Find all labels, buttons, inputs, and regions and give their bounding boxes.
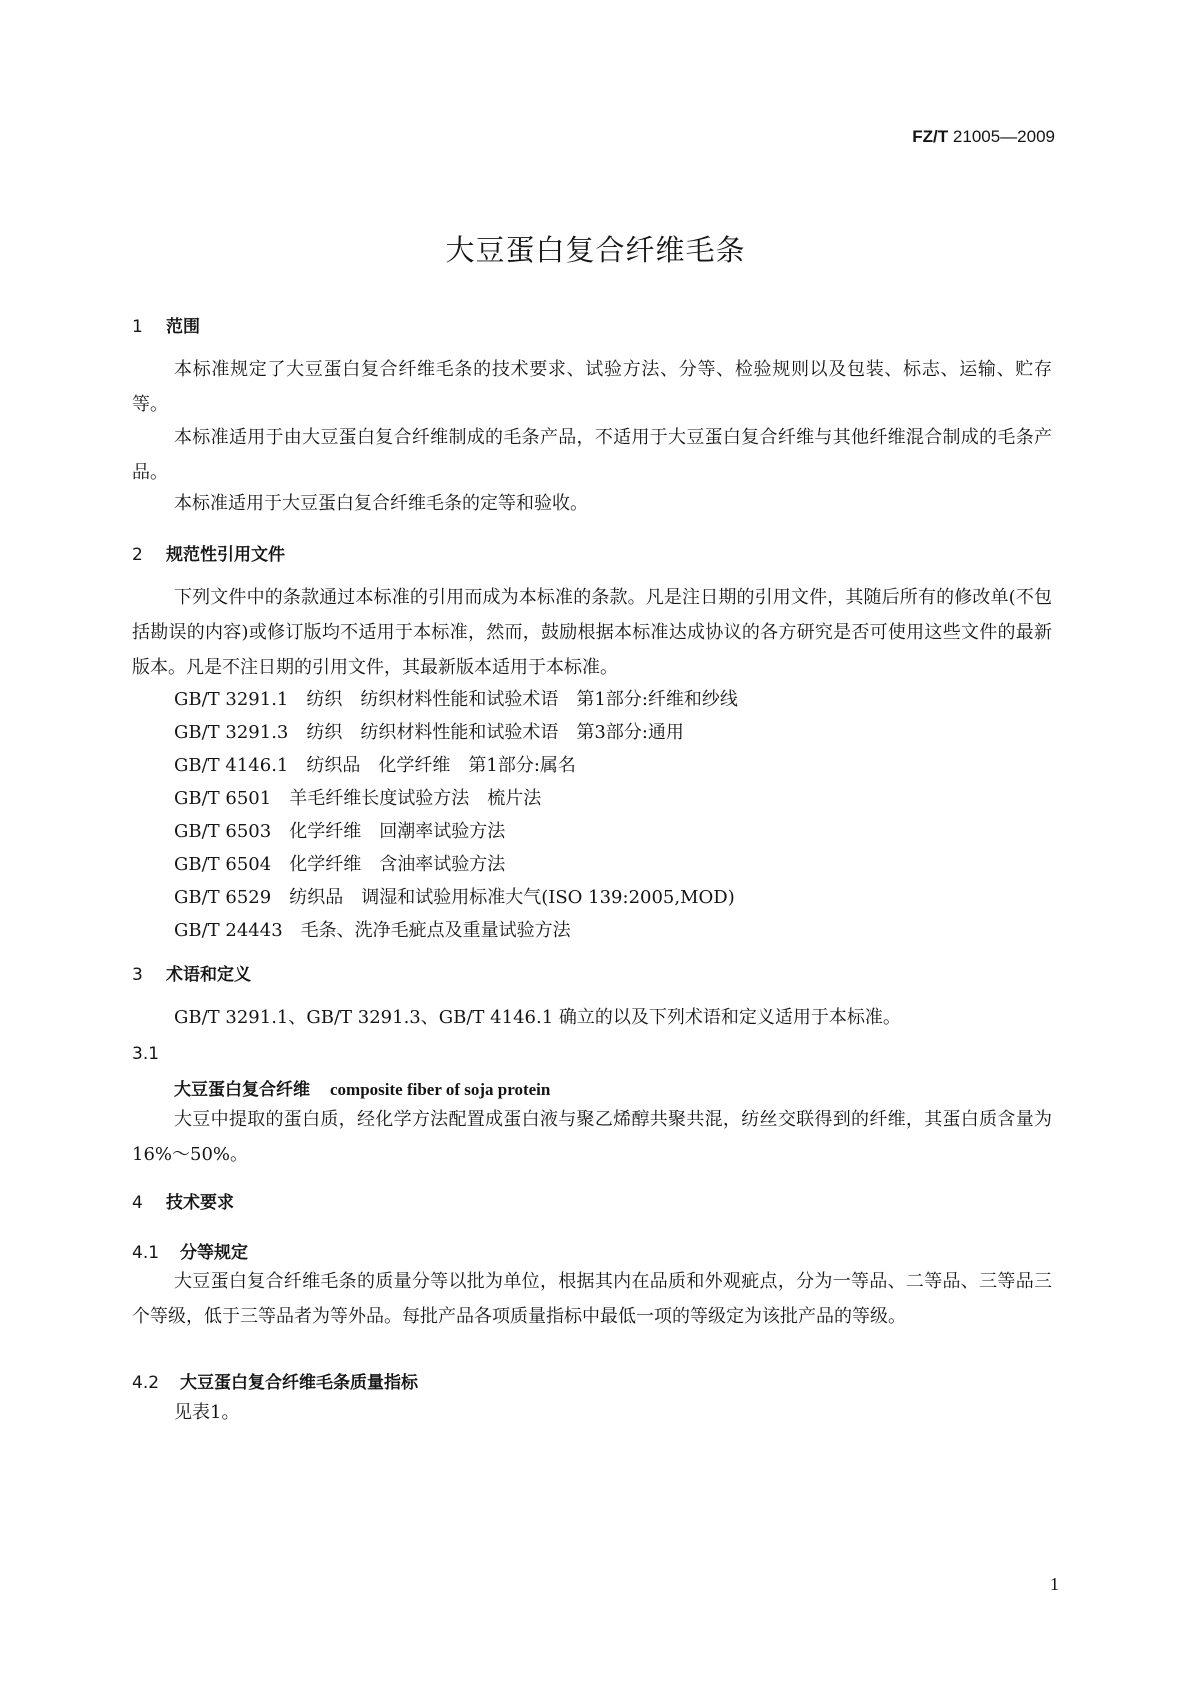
subsection-3-1-number: 3.1 (132, 1044, 160, 1064)
normative-reference: GB/T 24443 毛条、洗净毛疵点及重量试验方法 (174, 920, 571, 941)
subsection-4-1-heading: 4.1 分等规定 (132, 1243, 248, 1263)
standard-code-prefix: FZ/T (912, 127, 949, 146)
normative-reference: GB/T 3291.1 纺织 纺织材料性能和试验术语 第1部分:纤维和纱线 (174, 689, 738, 710)
section-1-paragraph-3: 本标准适用于大豆蛋白复合纤维毛条的定等和验收。 (174, 493, 588, 514)
normative-reference: GB/T 6501 羊毛纤维长度试验方法 梳片法 (174, 788, 542, 809)
term-entry (174, 1075, 550, 1100)
standard-code-number: 21005—2009 (952, 127, 1055, 146)
document-title: 大豆蛋白复合纤维毛条 (445, 233, 746, 267)
standard-code (912, 127, 1055, 147)
term-english: composite fiber of soja protein (330, 1080, 551, 1099)
normative-reference: GB/T 4146.1 纺织品 化学纤维 第1部分:属名 (174, 755, 576, 776)
normative-reference: GB/T 6529 纺织品 调湿和试验用标准大气(ISO 139:2005,MOD) (174, 887, 735, 908)
section-2-heading: 2 规范性引用文件 (132, 545, 285, 565)
normative-reference: GB/T 6503 化学纤维 回潮率试验方法 (174, 821, 506, 842)
subsection-4-2-paragraph: 见表1。 (174, 1402, 240, 1423)
section-1-paragraph-1: 本标准规定了大豆蛋白复合纤维毛条的技术要求、试验方法、分等、检验规则以及包装、标志、运输、贮存等。 (132, 359, 1052, 415)
term-chinese: 大豆蛋白复合纤维 (174, 1080, 310, 1100)
term-definition: 大豆中提取的蛋白质，经化学方法配置成蛋白液与聚乙烯醇共聚共混，纺丝交联得到的纤维，其蛋白质含量为16%～50%。 (132, 1109, 1052, 1165)
page-number: 1 (1050, 1574, 1059, 1594)
section-2-paragraph-1: 下列文件中的条款通过本标准的引用而成为本标准的条款。凡是注日期的引用文件，其随后所有的修改单(不包括勘误的内容)或修订版均不适用于本标准，然而，鼓励根据本标准达成协议的各方研究是否可使用这些文件的最新版本。凡是不注日期的引用文件，其最新版本适用于本标准。 (132, 587, 1052, 678)
subsection-4-1-paragraph: 大豆蛋白复合纤维毛条的质量分等以批为单位，根据其内在品质和外观疵点，分为一等品、二等品、三等品三个等级，低于三等品者为等外品。每批产品各项质量指标中最低一项的等级定为该批产品的等级。 (132, 1271, 1052, 1327)
section-3-paragraph-1: GB/T 3291.1、GB/T 3291.3、GB/T 4146.1 确立的以及下列术语和定义适用于本标准。 (174, 1007, 901, 1028)
section-1-paragraph-2: 本标准适用于由大豆蛋白复合纤维制成的毛条产品，不适用于大豆蛋白复合纤维与其他纤维混合制成的毛条产品。 (132, 427, 1052, 483)
normative-reference: GB/T 3291.3 纺织 纺织材料性能和试验术语 第3部分:通用 (174, 722, 684, 743)
section-1-heading: 1 范围 (132, 317, 200, 337)
section-4-heading: 4 技术要求 (132, 1193, 234, 1213)
normative-reference: GB/T 6504 化学纤维 含油率试验方法 (174, 854, 506, 875)
section-3-heading: 3 术语和定义 (132, 965, 251, 985)
subsection-4-2-heading: 4.2 大豆蛋白复合纤维毛条质量指标 (132, 1373, 418, 1393)
